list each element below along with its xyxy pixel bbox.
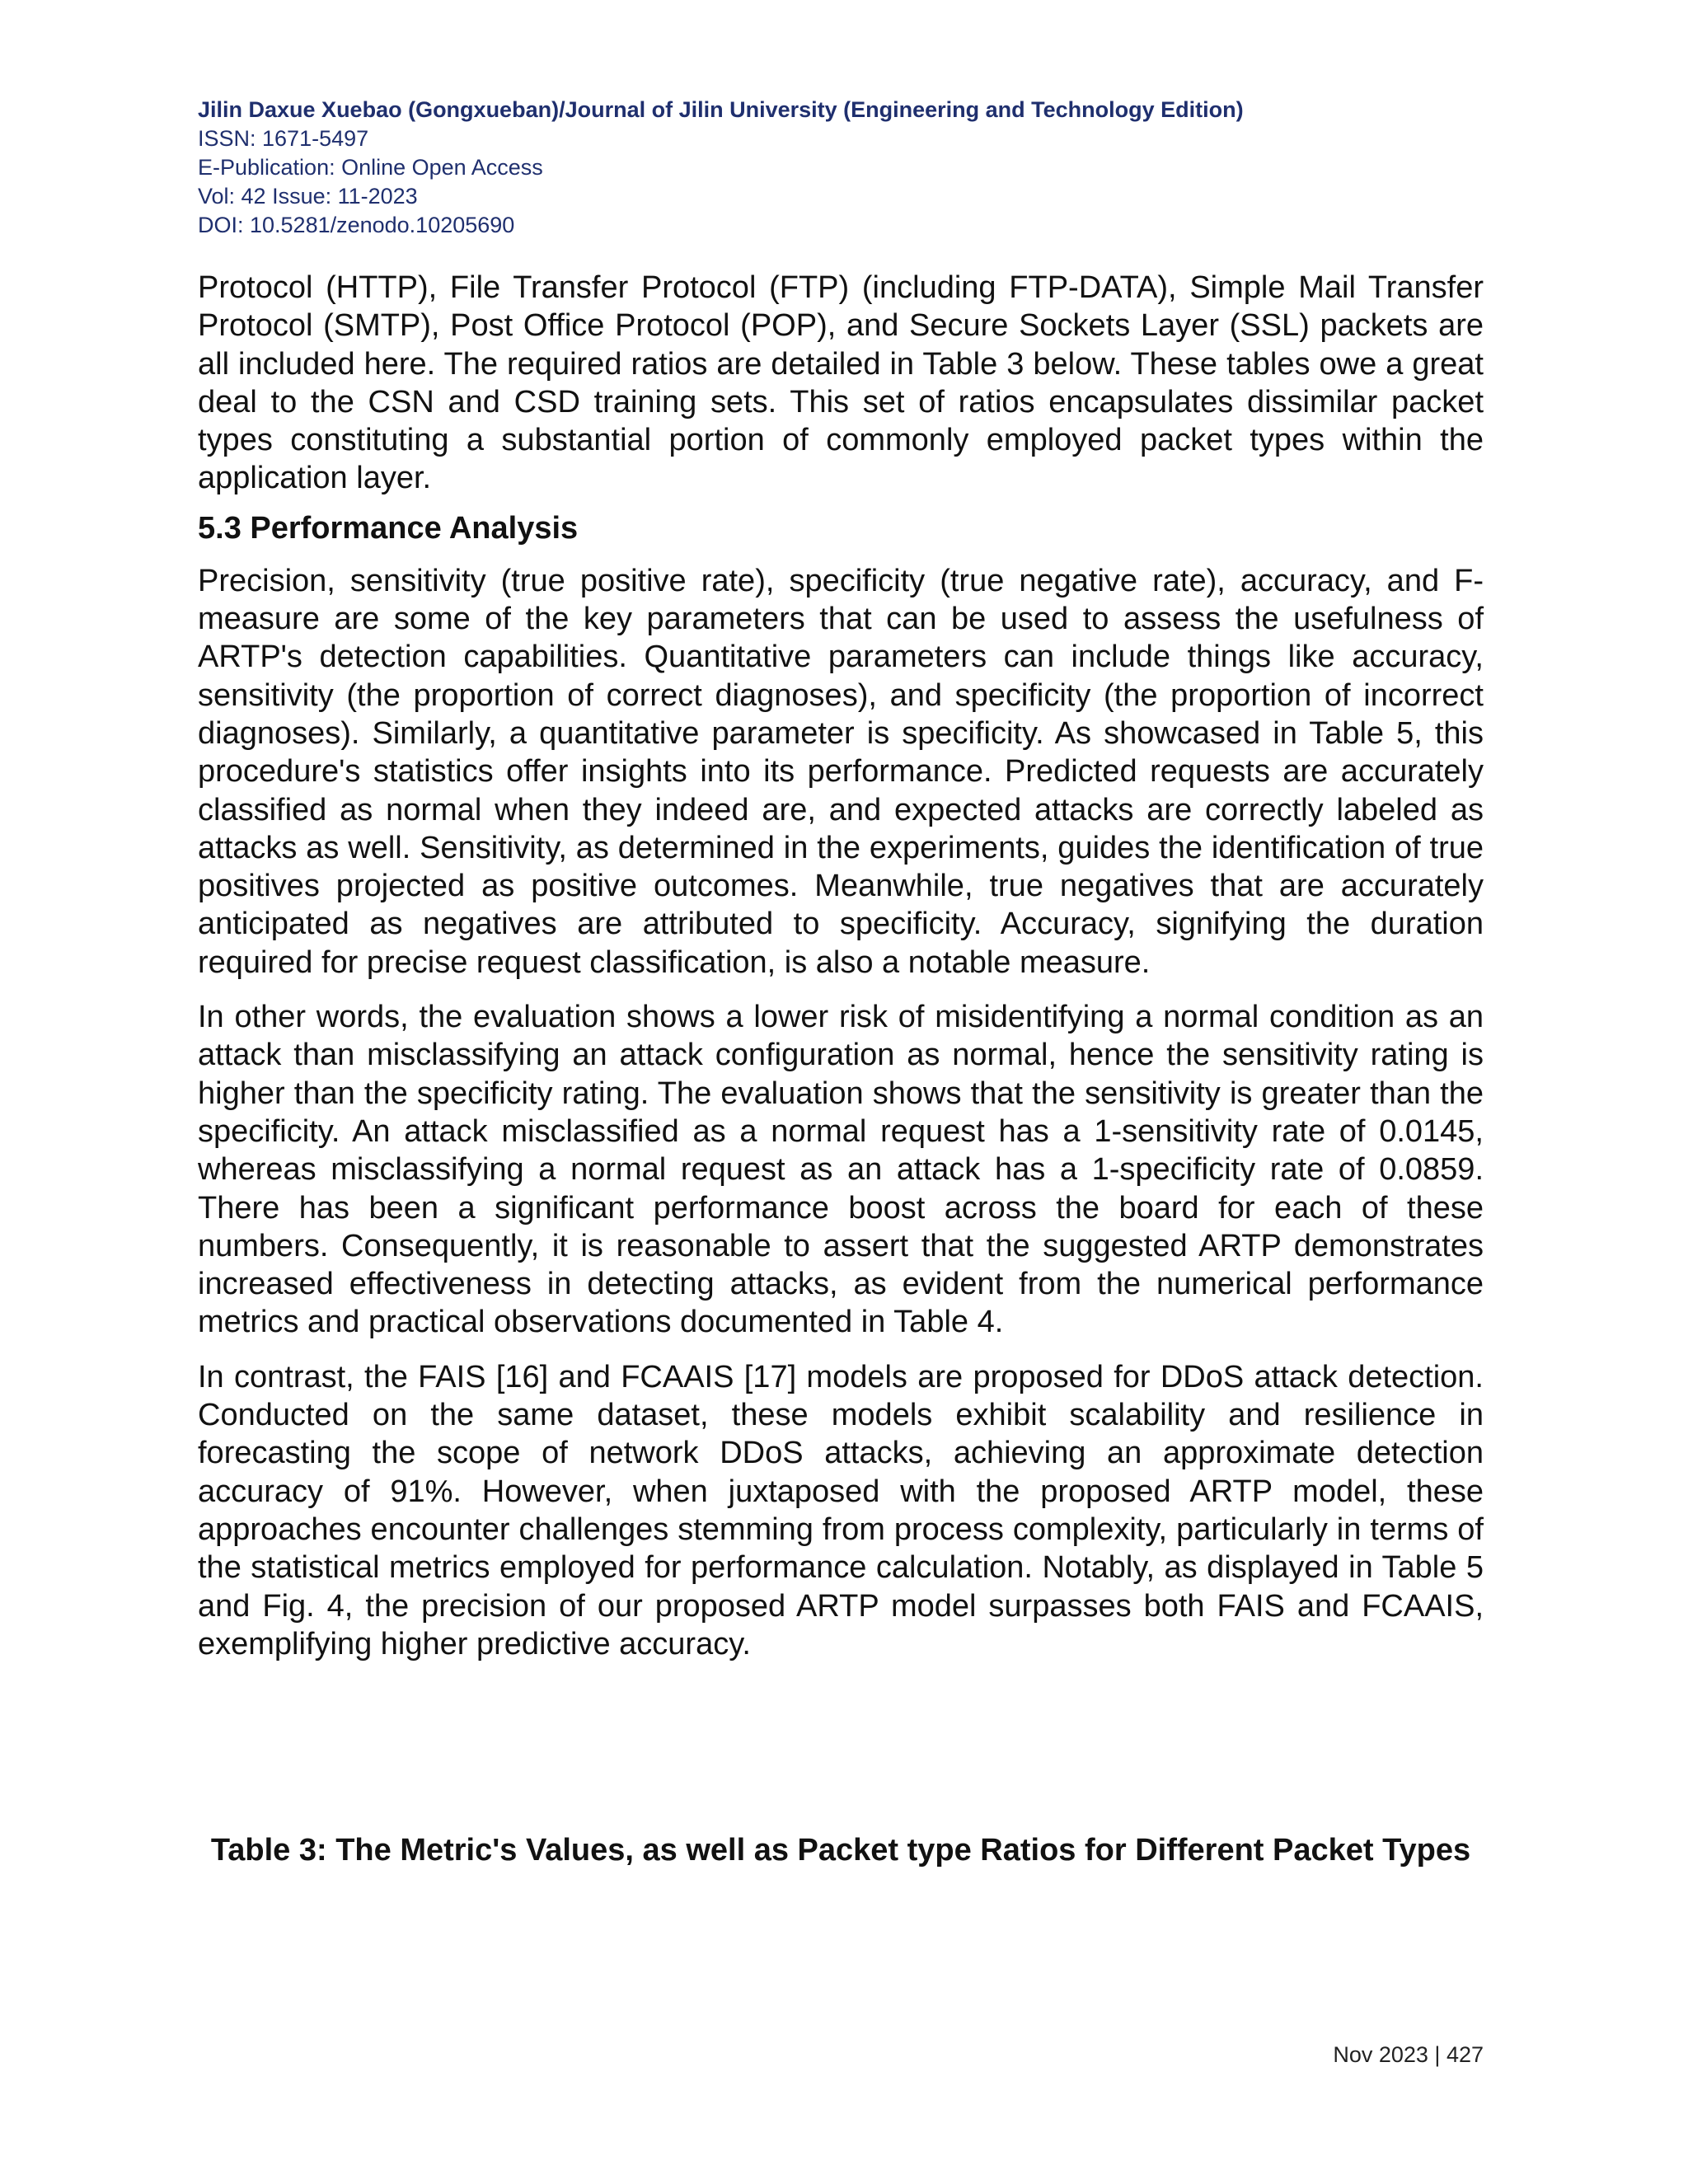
body-paragraph-1: Precision, sensitivity (true positive rate), specificity (true negative rate), accuracy, and F-measure are some of the key parameters that can be used to assess the usefulness of ARTP's detection capabilities. Quantitative parameters can include things like accuracy, sensitivity (the proportion of correct diagnoses), and specificity (the proportion of incorrect diagnoses). Similarly, a quantitative parameter is specificity. As showcased in Table 5, this procedure's statistics offer insights into its performance. Predicted requests are accurately classified as normal when they indeed are, and expected attacks are correctly labeled as attacks as well. Sensitivity, as determined in the experiments, guides the identification of true positives projected as positive outcomes. Meanwhile, true negatives that are accurately anticipated as negatives are attributed to specificity. Accuracy, signifying the duration required for precise request classification, is also a notable measure. <box>198 563 1484 980</box>
volume-line: Vol: 42 Issue: 11-2023 <box>198 184 418 209</box>
intro-paragraph: Protocol (HTTP), File Transfer Protocol (FTP) (including FTP-DATA), Simple Mail Transfer Protocol (SMTP), Post Office Protocol (POP), and Secure Sockets Layer (SSL) packets are all included here. The required ratios are detailed in Table 3 below. These tables owe a great deal to the CSN and CSD training sets. This set of ratios encapsulates dissimilar packet types constituting a substantial portion of commonly employed packet types within the application layer. <box>198 270 1484 496</box>
doi-line: DOI: 10.5281/zenodo.10205690 <box>198 213 515 237</box>
publication-line: E-Publication: Online Open Access <box>198 155 543 180</box>
table-caption: Table 3: The Metric's Values, as well as Packet type Ratios for Different Packet Types <box>210 1833 1471 1868</box>
body-paragraph-3: In contrast, the FAIS [16] and FCAAIS [17] models are proposed for DDoS attack detection. Conducted on the same dataset, these models exhibit scalability and resilience in forecasting the scope of network DDoS attacks, achieving an approximate detection accuracy of 91%. However, when juxtaposed with the proposed ARTP model, these approaches encounter challenges stemming from process complexity, particularly in terms of the statistical metrics employed for performance calculation. Notably, as displayed in Table 5 and Fig. 4, the precision of our proposed ARTP model surpasses both FAIS and FCAAIS, exemplifying higher predictive accuracy. <box>198 1359 1484 1661</box>
section-heading: 5.3 Performance Analysis <box>198 510 579 546</box>
journal-title: Jilin Daxue Xuebao (Gongxueban)/Journal of Jilin University (Engineering and Technology Edition) <box>198 97 1244 122</box>
article-body <box>198 269 1484 1663</box>
body-paragraph-2: In other words, the evaluation shows a lower risk of misidentifying a normal condition as an attack than misclassifying an attack configuration as normal, hence the sensitivity rating is higher than the specificity rating. The evaluation shows that the sensitivity is greater than the specificity. An attack misclassified as a normal request has a 1-sensitivity rate of 0.0145, whereas misclassifying a normal request as an attack has a 1-specificity rate of 0.0859. There has been a significant performance boost across the board for each of these numbers. Consequently, it is reasonable to assert that the suggested ARTP demonstrates increased effectiveness in detecting attacks, as evident from the numerical performance metrics and practical observations documented in Table 4. <box>198 1000 1484 1340</box>
issn-line: ISSN: 1671-5497 <box>198 126 369 151</box>
journal-header <box>198 96 1484 240</box>
page-footer: Nov 2023 | 427 <box>1333 2042 1484 2067</box>
